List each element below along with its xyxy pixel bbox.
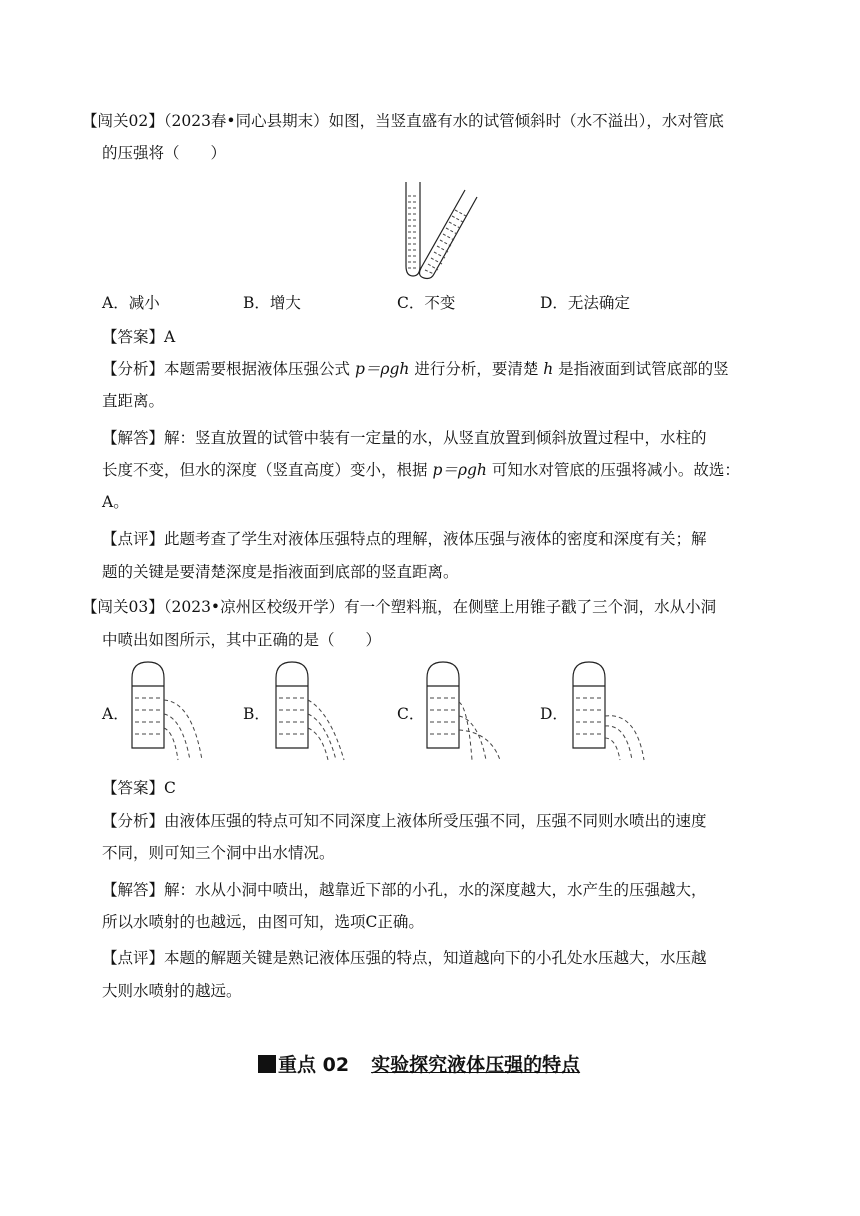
q3-solution-line2: 所以水喷射的也越远，由图可知，选项C正确。	[102, 913, 424, 931]
vertical-test-tube	[406, 182, 420, 276]
bottle-a-jet-low	[164, 728, 178, 760]
bottle-b-jet-mid	[308, 714, 336, 760]
q2-option-c: C．不变	[397, 294, 456, 312]
q2-solution-line3: A。	[102, 493, 129, 511]
q3-option-c: C．	[397, 705, 425, 723]
q3-stem: 有一个塑料瓶，在侧壁上用锥子戳了三个洞，水从小洞	[344, 598, 717, 616]
bottle-a-jet-mid	[164, 714, 190, 760]
q2-solution-line1: 【解答】解：竖直放置的试管中装有一定量的水，从竖直放置到倾斜放置过程中，水柱的	[102, 429, 707, 447]
bottle-a-jet-top	[164, 700, 202, 760]
q3-answer: 【答案】C	[102, 779, 176, 797]
bottle-b-jet-top	[308, 700, 344, 760]
q2-answer: 【答案】A	[102, 328, 176, 346]
q3-option-a: A．	[102, 705, 129, 723]
q2-solution-line2	[102, 460, 740, 480]
bottle-d	[573, 662, 605, 748]
q2-solution-text-a: 长度不变，但水的深度（竖直高度）变小，根据	[102, 461, 433, 479]
bottle-a	[132, 662, 164, 748]
q2-solution-text-b: 可知水对管底的压强将减小。故选：	[486, 461, 740, 479]
q2-comment-line1: 【点评】此题考查了学生对液体压强特点的理解，液体压强与液体的密度和深度有关；解	[102, 530, 707, 548]
bottle-d-jet-low	[605, 738, 620, 760]
q3-stem-line1	[82, 597, 716, 617]
q2-tag: 【闯关02】	[82, 112, 164, 130]
q2-option-d: D．无法确定	[540, 294, 630, 312]
bottle-c-jet-low	[459, 730, 500, 760]
bottle-d-jet-top	[605, 716, 644, 760]
q2-option-a: A．减小	[102, 294, 160, 312]
q3-source: （2023•凉州区校级开学）	[163, 598, 345, 616]
section-title: 实验探究液体压强的特点	[371, 1054, 581, 1076]
tilted-test-tube	[420, 190, 477, 279]
q2-solution-formula: p＝ρgh	[432, 461, 487, 479]
q3-comment-line1: 【点评】本题的解题关键是熟记液体压强的特点，知道越向下的小孔处水压越大，水压越	[102, 949, 707, 967]
section-number: 重点 02	[278, 1054, 350, 1076]
q2-analysis-text-b: 进行分析，要清楚	[409, 360, 544, 378]
bottle-c-jet-mid	[459, 716, 486, 760]
bottle-b-jet-low	[308, 728, 328, 760]
q3-analysis-line1: 【分析】由液体压强的特点可知不同深度上液体所受压强不同，压强不同则水喷出的速度	[102, 812, 707, 830]
bottle-c-jet-top	[459, 702, 472, 760]
q2-stem-line2: 的压强将（ ）	[102, 144, 227, 162]
q3-stem-line2: 中喷出如图所示，其中正确的是（ ）	[102, 631, 382, 649]
q3-comment-line2: 大则水喷射的越远。	[102, 982, 242, 1000]
bottle-d-jet-mid	[605, 726, 632, 760]
q2-stem-line1	[82, 111, 724, 131]
q2-analysis-text-c: 是指液面到试管底部的竖	[553, 360, 729, 378]
q3-option-d: D．	[540, 705, 568, 723]
q2-analysis-formula: p＝ρgh	[354, 360, 410, 378]
section-heading	[258, 1050, 580, 1077]
q3-solution-line1: 【解答】解：水从小洞中喷出，越靠近下部的小孔，水的深度越大，水产生的压强越大，	[102, 881, 707, 899]
q2-comment-line2: 题的关键是要清楚深度是指液面到底部的竖直距离。	[102, 563, 459, 581]
q3-analysis-line2: 不同，则可知三个洞中出水情况。	[102, 844, 335, 862]
q3-option-b: B．	[243, 705, 270, 723]
q2-analysis-line2: 直距离。	[102, 392, 165, 410]
q2-stem: 如图，当竖直盛有水的试管倾斜时（水不溢出），水对管底	[328, 112, 724, 130]
q2-analysis-h: h	[543, 360, 554, 378]
black-square-icon	[258, 1055, 276, 1073]
bottle-c	[427, 662, 459, 748]
q2-option-b: B．增大	[243, 294, 301, 312]
q2-analysis-line1	[102, 359, 729, 379]
q3-tag: 【闯关03】	[82, 598, 164, 616]
q2-source: （2023春•同心县期末）	[163, 112, 329, 130]
q2-analysis-text-a: 【分析】本题需要根据液体压强公式	[102, 360, 355, 378]
bottle-b	[276, 662, 308, 748]
